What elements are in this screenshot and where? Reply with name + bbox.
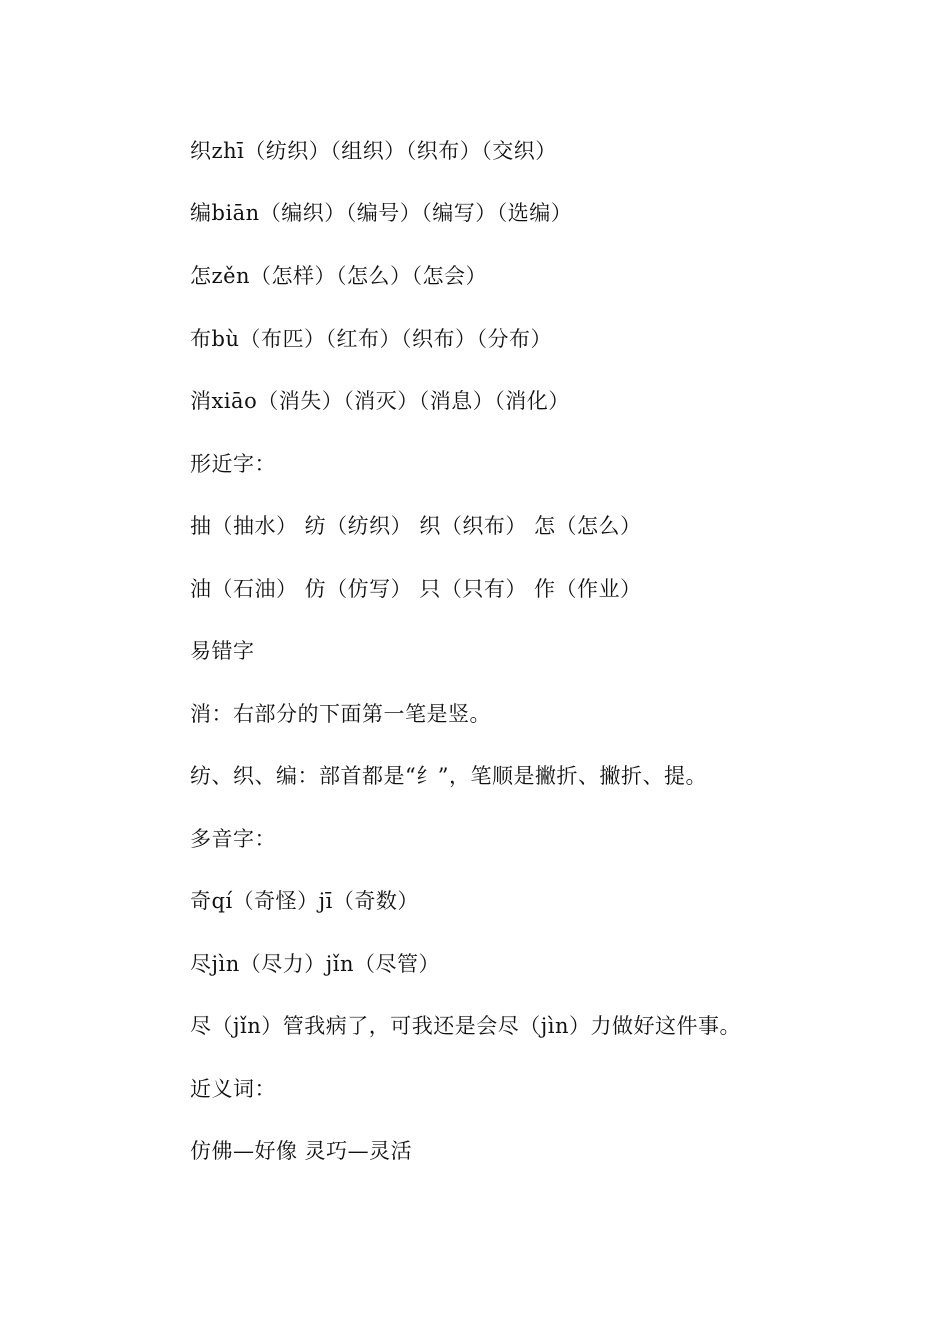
vocab-line-zen: 怎zěn（怎样）（怎么）（怎会） [190, 264, 488, 288]
vocab-line-xiao: 消xiāo（消失）（消灭）（消息）（消化） [190, 389, 570, 413]
error-prone-note-1: 消：右部分的下面第一笔是竖。 [190, 702, 491, 726]
vocab-line-bian: 编biān（编织）（编号）（编写）（选编） [190, 201, 573, 225]
polyphonic-example-sentence: 尽（jǐn）管我病了，可我还是会尽（jìn）力做好这件事。 [190, 1014, 742, 1038]
vocab-line-zhi: 织zhī（纺织）（组织）（织布）（交织） [190, 139, 557, 163]
section-heading-error-prone: 易错字 [190, 639, 255, 663]
similar-shape-line-1: 抽（抽水） 纺（纺织） 织（织布） 怎（怎么） [190, 514, 642, 538]
synonyms-line: 仿佛—好像 灵巧—灵活 [190, 1139, 413, 1163]
error-prone-note-2: 纺、织、编：部首都是“纟”，笔顺是撇折、撇折、提。 [190, 764, 707, 788]
section-heading-similar-shape: 形近字： [190, 452, 276, 476]
section-heading-synonyms: 近义词： [190, 1077, 276, 1101]
section-heading-polyphonic: 多音字： [190, 827, 276, 851]
vocab-line-bu: 布bù（布匹）（红布）（织布）（分布） [190, 327, 552, 351]
polyphonic-line-qi: 奇qí（奇怪）jī（奇数） [190, 889, 419, 913]
similar-shape-line-2: 油（石油） 仿（仿写） 只（只有） 作（作业） [190, 577, 642, 601]
polyphonic-line-jin: 尽jìn（尽力）jǐn（尽管） [190, 952, 441, 976]
